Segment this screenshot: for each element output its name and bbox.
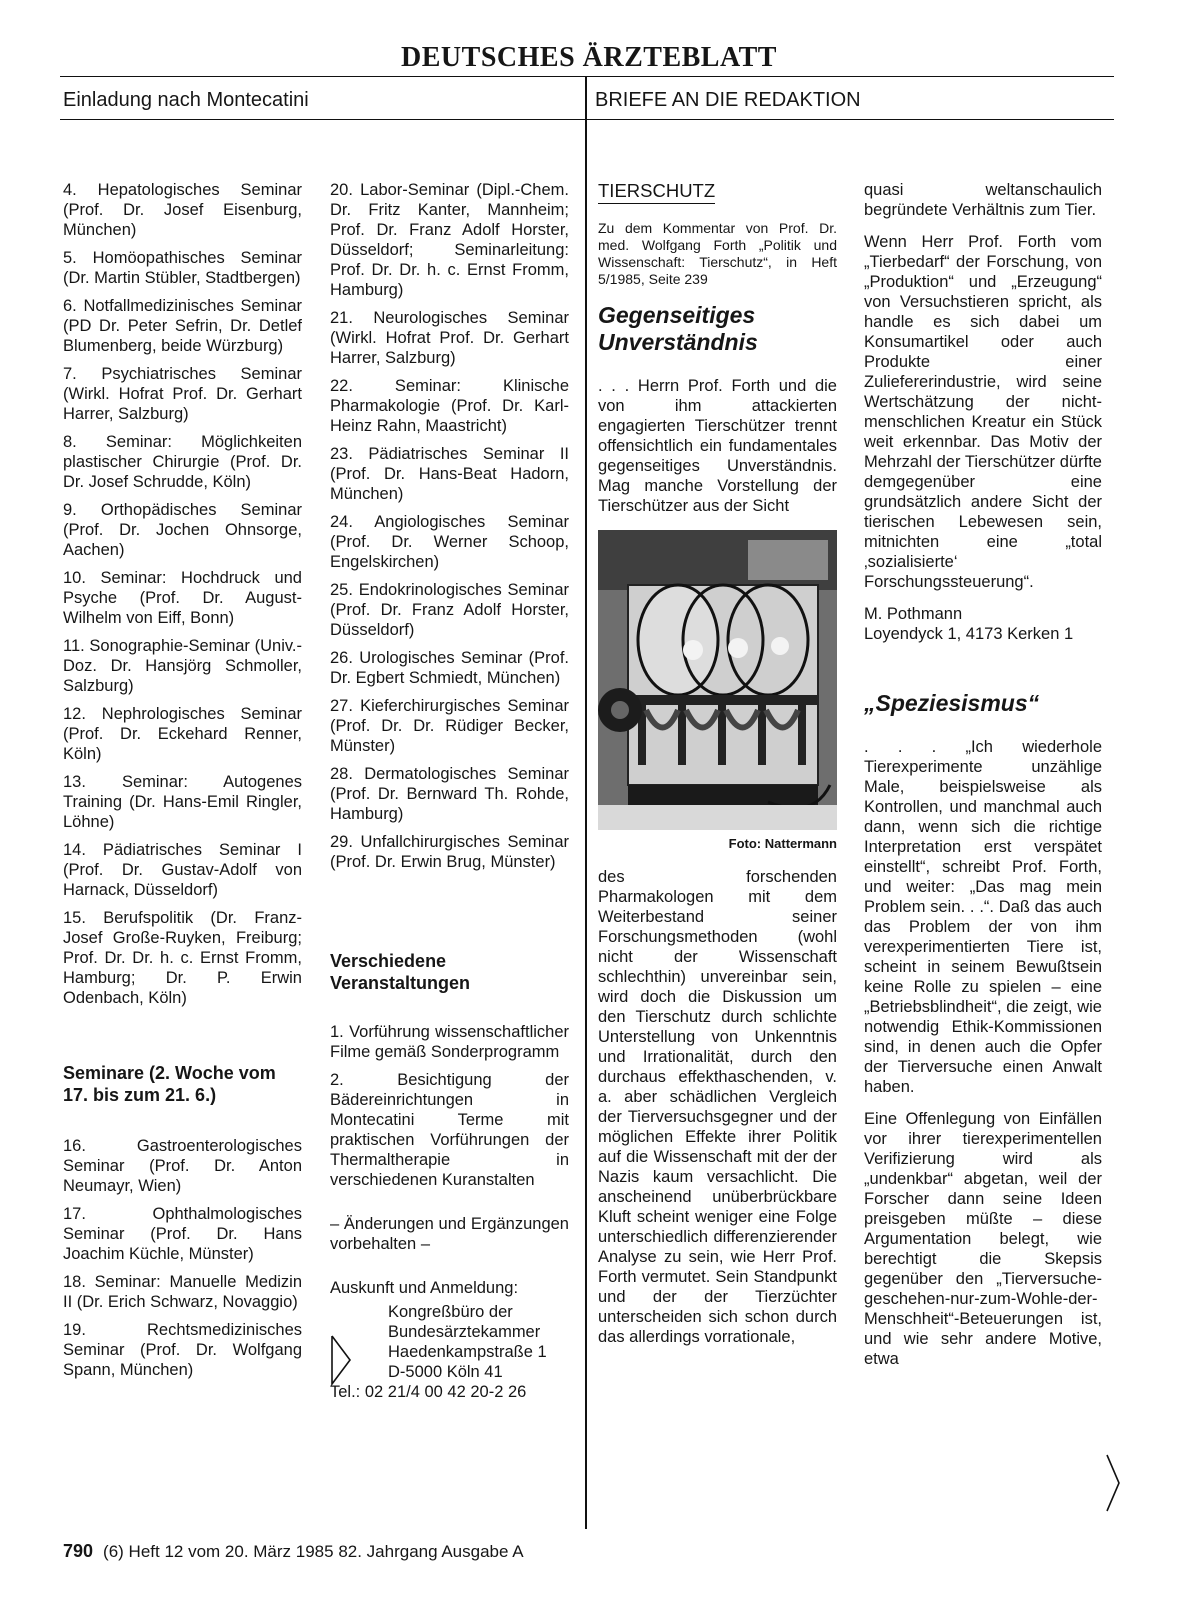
seminar-entry: 18. Seminar: Manuelle Medizin II (Dr. Erich Schwarz, Novaggio) [63,1273,302,1311]
page-number: 790 [63,1541,94,1561]
week2-heading: Seminare (2. Woche vom 17. bis zum 21. 6.) [63,1063,276,1105]
seminar-entry: 24. Angiologisches Seminar (Prof. Dr. Werner Schoop, Engelskirchen) [330,513,569,571]
seminar-entry: 10. Seminar: Hochdruck und Psyche (Prof. Dr. August-Wilhelm von Eiff, Bonn) [63,569,302,627]
seminar-entry: 23. Pädiatrisches Seminar II (Prof. Dr. Hans-Beat Hadorn, München) [330,445,569,503]
seminar-entry: 29. Unfallchirurgisches Seminar (Prof. Dr. Erwin Brug, Münster) [330,833,569,871]
seminar-entry: 14. Pädiatrisches Seminar I (Prof. Dr. Gustav-Adolf von Harnack, Düsseldorf) [63,841,302,899]
seminar-entry: 8. Seminar: Möglichkeiten plastischer Chirurgie (Prof. Dr. Dr. Josef Schrudde, Köln) [63,433,302,491]
event-entry: 1. Vorführung wissenschaftlicher Filme gemäß Sonderprogramm [330,1023,569,1061]
seminar-entry: 28. Dermatologisches Seminar (Prof. Dr. Bernward Th. Rohde, Hamburg) [330,765,569,823]
seminar-entry: 4. Hepatologisches Seminar (Prof. Dr. Josef Eisenburg, München) [63,181,302,239]
seminar-entry: 27. Kieferchirurgisches Seminar (Prof. Dr. Dr. Rüdiger Becker, Münster) [330,697,569,755]
seminar-entry: 25. Endokrinologisches Seminar (Prof. Dr. Franz Adolf Horster, Düsseldorf) [330,581,569,639]
contact-label: Auskunft und Anmeldung: [330,1279,519,1297]
seminar-entry: 7. Psychiatrisches Seminar (Wirkl. Hofrat Prof. Dr. Gerhart Harrer, Salzburg) [63,365,302,423]
seminar-entry: 9. Orthopädisches Seminar (Prof. Dr. Jochen Ohnsorge, Aachen) [63,501,302,559]
reference-note: Zu dem Kommentar von Prof. Dr. med. Wolfgang Forth „Politik und Wissenschaft: Tierschutz“, in Heft 5/1985, Seite 239 [598,220,837,287]
column-3 [598,180,837,1359]
address-line: Bundesärztekammer [388,1323,541,1341]
seminar-entry: 21. Neurologisches Seminar (Wirkl. Hofrat Prof. Dr. Gerhart Harrer, Salzburg) [330,309,569,367]
event-entry: 2. Besichtigung der Bädereinrichtungen in Montecatini Terme mit praktischen Vorführungen der Thermaltherapie in verschiedenen Kuranstalten [330,1071,569,1189]
section-title-left: Einladung nach Montecatini [63,89,309,111]
seminar-entry: 13. Seminar: Autogenes Training (Dr. Hans-Emil Ringler, Löhne) [63,773,302,831]
address-line: D-5000 Köln 41 [388,1363,503,1381]
column-1 [63,180,302,1388]
events-heading: Verschiedene Veranstaltungen [330,951,471,993]
seminar-entry: 26. Urologisches Seminar (Prof. Dr. Egbert Schmiedt, München) [330,649,569,687]
letter-paragraph: Eine Offenlegung von Einfällen vor ihrer tierexperimentellen Verifizierung wird als „undenkbar“ abgetan, weil der Forscher dann seine Ideen preisgeben müßte – diese Argumentation belegt, wie berechtigt die Skepsis gegenüber den „Tierversuche-geschehen-nur-zum-Wohle-der-Menschheit“-Beteuerungen ist, und wie sehr andere Motive, etwa [864,1110,1102,1368]
seminar-entry: 20. Labor-Seminar (Dipl.-Chem. Dr. Fritz Kanter, Mannheim; Prof. Dr. Franz Adolf Horster, Düsseldorf; Seminarleitung: Prof. Dr. Dr. h. c. Ernst Fromm, Hamburg) [330,181,569,299]
letter-author: M. Pothmann [864,605,963,623]
letter-paragraph: Wenn Herr Prof. Forth vom „Tierbedarf“ der Forschung, von „Produktion“ und „Erzeugung“ von Versuchstieren spricht, als handle es sich dabei um Konsumartikel oder auch Produkte einer Zuliefererindustrie, wird seine Wertschätzung der nicht-menschlichen Kreatur ein Stück weit erkennbar. Das Motiv der Mehrzahl der Tierschützer dürfte demgegenüber eine grundsätzlich andere Sicht der tierischen Lebewesen sein, mitnichten eine „total ‚sozialisierte‘ Forschungssteuerung“. [864,233,1102,591]
header-rule [60,119,1114,120]
seminar-entry: 19. Rechtsmedizinisches Seminar (Prof. Dr. Wolfgang Spann, München) [63,1321,302,1379]
seminar-entry: 11. Sonographie-Seminar (Univ.-Doz. Dr. Hansjörg Schmoller, Salzburg) [63,637,302,695]
seminar-entry: 15. Berufspolitik (Dr. Franz-Josef Große-Ruyken, Freiburg; Prof. Dr. Dr. h. c. Ernst Fromm, Hamburg; Dr. P. Erwin Odenbach, Köln) [63,909,302,1007]
top-rule [60,76,1114,77]
contact-address [330,1302,569,1382]
changes-note: – Änderungen und Ergänzungen vorbehalten – [330,1215,569,1253]
column-4 [864,180,1102,1381]
column-divider [585,76,587,1529]
seminar-entry: 22. Seminar: Klinische Pharmakologie (Prof. Dr. Karl-Heinz Rahn, Maastricht) [330,377,569,435]
address-line: Kongreßbüro der [388,1303,513,1321]
seminar-entry: 12. Nephrologisches Seminar (Prof. Dr. Eckehard Renner, Köln) [63,705,302,763]
seminar-entry: 17. Ophthalmologisches Seminar (Prof. Dr. Hans Joachim Küchle, Münster) [63,1205,302,1263]
section-title-right: BRIEFE AN DIE REDAKTION [595,89,861,111]
letter-paragraph: des forschenden Pharmakologen mit dem Weiterbestand seiner Forschungsmethoden (wohl nicht der Wissenschaft schlechthin) unvereinbar sein, wird doch die Diskussion um den Tierschutz durch schlichte Unterstellung von Unkenntnis und Irrationalität, durch den durchaus effekthaschenden, v. a. aber schädlichen Vergleich der Tierversuchsgegner und der möglichen Effekte ihrer Politik auf die Wissenschaft mit der der Nazis kaum versachlicht. Die anscheinend unüberbrückbare Kluft scheint weniger eine Folge unterschiedlich differenzierender Analyse zu sein, wie Herr Prof. Forth vermutet. Sein Standpunkt und der der Tierzüchter unterscheiden sich schon durch das allerdings vorrationale, [598,868,837,1346]
apparatus-photo [598,530,837,830]
contact-telephone: Tel.: 02 21/4 00 42 20-2 26 [330,1383,527,1401]
continuation-arrow-icon [1105,1453,1121,1513]
letter-headline: Gegenseitiges Unverständnis [598,302,758,355]
column-2 [330,180,569,1402]
seminar-entry: 16. Gastroenterologisches Seminar (Prof. Dr. Anton Neumayr, Wien) [63,1137,302,1195]
pointer-arrow-icon [330,1334,352,1386]
photo-credit: Foto: Nattermann [728,836,837,851]
letter-headline: „Speziesismus“ [864,690,1040,716]
masthead: DEUTSCHES ÄRZTEBLATT [401,42,777,73]
letter-paragraph: . . . „Ich wiederhole Tierexperimente unzählige Male, beispielsweise als Kontrollen, und manchmal auch dann, wenn sich die richtige Interpretation erst verspätet einstellt“, schreibt Prof. Forth, und weiter: „Das mag mein Problem sein. . .“. Daß das auch das Problem der von ihm verexperimentierten Tiere ist, scheint in seinem Bewußtsein keine Rolle zu spielen – eine „Betriebsblindheit“, die zeigt, wie notwendig Ethik-Kommissionen sind, in denen auch die Opfer der Tierversuche einen Anwalt haben. [864,738,1102,1096]
letter-author-address: Loyendyck 1, 4173 Kerken 1 [864,625,1074,643]
rubric-kicker: TIERSCHUTZ [598,180,715,204]
seminar-entry: 6. Notfallmedizinisches Seminar (PD Dr. Peter Sefrin, Dr. Detlef Blumenberg, beide Würzburg) [63,297,302,355]
letter-paragraph: quasi weltanschaulich begründete Verhältnis zum Tier. [864,181,1102,219]
letter-paragraph: . . . Herrn Prof. Forth und die von ihm attackierten engagierten Tierschützer trennt offensichtlich ein fundamentales gegenseitiges Unverständnis. Mag manche Vorstellung der Tierschützer aus der Sicht [598,377,837,515]
seminar-entry: 5. Homöopathisches Seminar (Dr. Martin Stübler, Stadtbergen) [63,249,302,287]
page-footer [63,1540,524,1563]
address-line: Haedenkampstraße 1 [388,1343,547,1361]
issue-info: (6) Heft 12 vom 20. März 1985 82. Jahrgang Ausgabe A [103,1542,524,1561]
